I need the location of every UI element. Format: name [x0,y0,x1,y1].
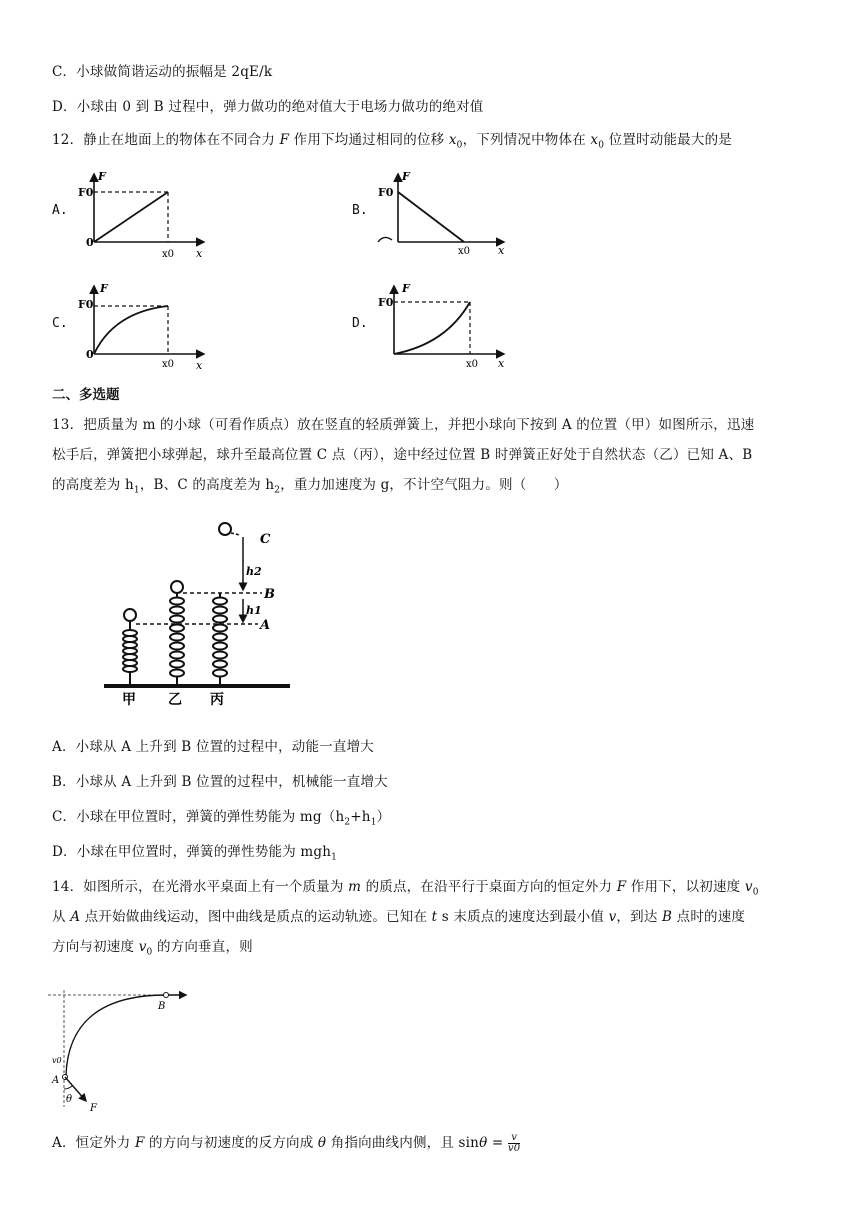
q12-a-origin-label: 0 [86,236,94,249]
q13-line3-part: 的高度差为 h [52,477,134,493]
q13-label-jia: 甲 [122,692,136,708]
q12-a-F0-label: F0 [78,186,94,199]
q14-fraction-numerator: v [508,1133,520,1144]
q14-label-v0: v0 [52,1056,62,1065]
q12-b-curve [398,192,464,242]
q12-option-a-label: A. [52,203,68,218]
q12-stem-part: 12．静止在地面上的物体在不同合力 [52,132,280,148]
q12-stem-x0-sub: 0 [456,140,463,151]
q12-graph-c [78,282,211,372]
q12-option-b-label: B. [352,203,368,218]
q13-spring-figure [100,515,300,715]
q12-c-x0-label: x0 [162,359,175,370]
q12-d-F0-label: F0 [378,296,394,309]
q13-option-c [52,805,390,828]
q14-var-t: t [431,909,438,925]
q13-label-B: B [264,587,275,602]
q14-label-B: B [158,1001,166,1012]
q14-opt-var-theta: θ [317,1135,327,1151]
q14-var-v0: v [744,879,753,895]
q12-graph-b [380,170,510,260]
q13-line3-part: ，B、C 的高度差为 h [139,477,275,493]
q12-stem-x0: x [590,132,599,148]
q13-option-c-sub: 1 [370,817,377,828]
q14-text: 作用下，以初速度 [626,879,745,895]
q12-c-F-label: F [100,282,108,295]
q12-b-x-label: x [498,244,505,257]
q14-curve [66,995,166,1075]
q12-a-F-label: F [98,170,106,183]
q14-trajectory-figure [48,985,208,1115]
q13-option-d-sub: 1 [331,852,338,863]
q13-label-h1: h1 [246,604,262,617]
q13-option-c-part: C．小球在甲位置时，弹簧的弹性势能为 mg（h [52,809,345,825]
q13-option-d-part: D．小球在甲位置时，弹簧的弹性势能为 mgh [52,844,332,860]
q14-var-F: F [616,879,627,895]
q13-option-d [52,840,337,863]
spring-bing [213,593,227,686]
q12-c-F0-label: F0 [78,298,94,311]
q14-label-F: F [90,1103,97,1114]
q13-label-A: A [260,618,271,633]
ball-c [219,523,231,535]
q12-graph-a [78,170,211,260]
q13-label-h2: h2 [246,565,262,578]
q14-line3 [52,935,253,958]
q13-line3-sub: 2 [274,485,281,496]
q13-label-yi: 乙 [168,692,182,708]
q14-text: 点开始做曲线运动，图中曲线是质点的运动轨迹。已知在 [80,909,432,925]
q14-option-a [52,1131,520,1154]
q12-d-F-label: F [402,282,410,295]
q12-a-x0-label: x0 [162,249,175,260]
q14-var-A: A [70,909,81,925]
q14-var-v0-sub: 0 [752,887,759,898]
q14-opt-text: 角指向曲线内侧，且 sin [326,1135,480,1151]
q13-label-C: C [260,532,271,547]
q14-opt-text: = [487,1135,508,1151]
q14-opt-text: 的方向与初速度的反方向成 [144,1135,318,1151]
ball-yi [171,581,183,593]
q11-option-d: D．小球由 0 到 B 过程中，弹力做功的绝对值大于电场力做功的绝对值 [52,99,484,115]
q13-line3-part: ，重力加速度为 g，不计空气阻力。则（ ） [280,477,568,493]
q13-option-c-part: +h [350,809,371,825]
q12-a-x-label: x [196,247,203,260]
q14-text: 的方向垂直，则 [152,939,253,955]
section-heading: 二、多选题 [52,387,120,403]
q12-graph-d [378,282,511,372]
q13-line2: 松手后，弹簧把小球弹起，球升至最高位置 C 点（丙），途中经过位置 B 时弹簧正好处于自然状态（乙）已知 A、B [52,447,753,463]
q12-b-F0-label: F0 [378,186,394,199]
q14-label-theta: θ [66,1094,73,1105]
q14-line2 [52,905,745,925]
q12-c-curve [94,306,168,354]
ball-jia [124,609,136,621]
q14-var-v: v [608,909,617,925]
q13-line3-sub: 1 [133,485,140,496]
q12-d-x-label: x [498,357,505,370]
q14-text: 方向与初速度 [52,939,139,955]
q14-var-m: m [348,879,362,895]
q14-var-v0-sub: 0 [146,947,153,958]
q14-opt-var-F: F [134,1135,145,1151]
q12-c-x-label: x [196,359,203,372]
q12-stem-x0: x [448,132,457,148]
q14-text: s 末质点的速度达到最小值 [437,909,609,925]
q14-var-B: B [662,909,673,925]
q12-option-c-label: C. [52,316,68,331]
q13-line3 [52,473,568,496]
q12-option-d-label: D. [352,316,368,331]
q14-fraction-denominator: v0 [507,1143,521,1154]
q12-b-F-label: F [402,170,410,183]
q14-text: 从 [52,909,71,925]
q14-opt-text: A．恒定外力 [52,1135,135,1151]
q13-option-c-part: ） [376,809,391,825]
q14-opt-var-theta: θ [479,1135,488,1151]
q14-line1 [52,875,759,898]
q12-stem-x0-sub: 0 [598,140,605,151]
q12-d-x0-label: x0 [466,359,479,370]
q13-option-c-sub: 2 [344,817,351,828]
q12-d-curve [394,302,470,354]
q11-option-c: C．小球做简谐运动的振幅是 2qE/k [52,64,273,80]
q13-option-b: B．小球从 A 上升到 B 位置的过程中，机械能一直增大 [52,774,388,790]
q13-label-bing: 丙 [210,692,224,708]
q14-text: 14．如图所示，在光滑水平桌面上有一个质量为 [52,879,349,895]
q14-label-A: A [52,1075,60,1086]
q12-c-origin-label: 0 [86,348,94,361]
q12-stem-F: F [279,132,290,148]
q14-text: ，到达 [616,909,663,925]
q12-stem [52,128,732,151]
q14-text: 的质点，在沿平行于桌面方向的恒定外力 [361,879,617,895]
q13-line1: 13．把质量为 m 的小球（可看作质点）放在竖直的轻质弹簧上，并把小球向下按到 A 的位置（甲）如图所示，迅速 [52,417,755,433]
q13-option-a: A．小球从 A 上升到 B 位置的过程中，动能一直增大 [52,739,374,755]
q12-stem-part: 作用下均通过相同的位移 [289,132,449,148]
q12-b-x0-label: x0 [458,246,471,257]
spring-yi [170,593,184,686]
q14-fraction [508,1133,520,1154]
q14-var-v0: v [138,939,147,955]
q14-text: 点时的速度 [672,909,746,925]
q12-stem-part: ，下列情况中物体在 [462,132,591,148]
q12-stem-part: 位置时动能最大的是 [604,132,732,148]
q12-a-curve [94,192,168,242]
spring-jia [123,621,137,686]
